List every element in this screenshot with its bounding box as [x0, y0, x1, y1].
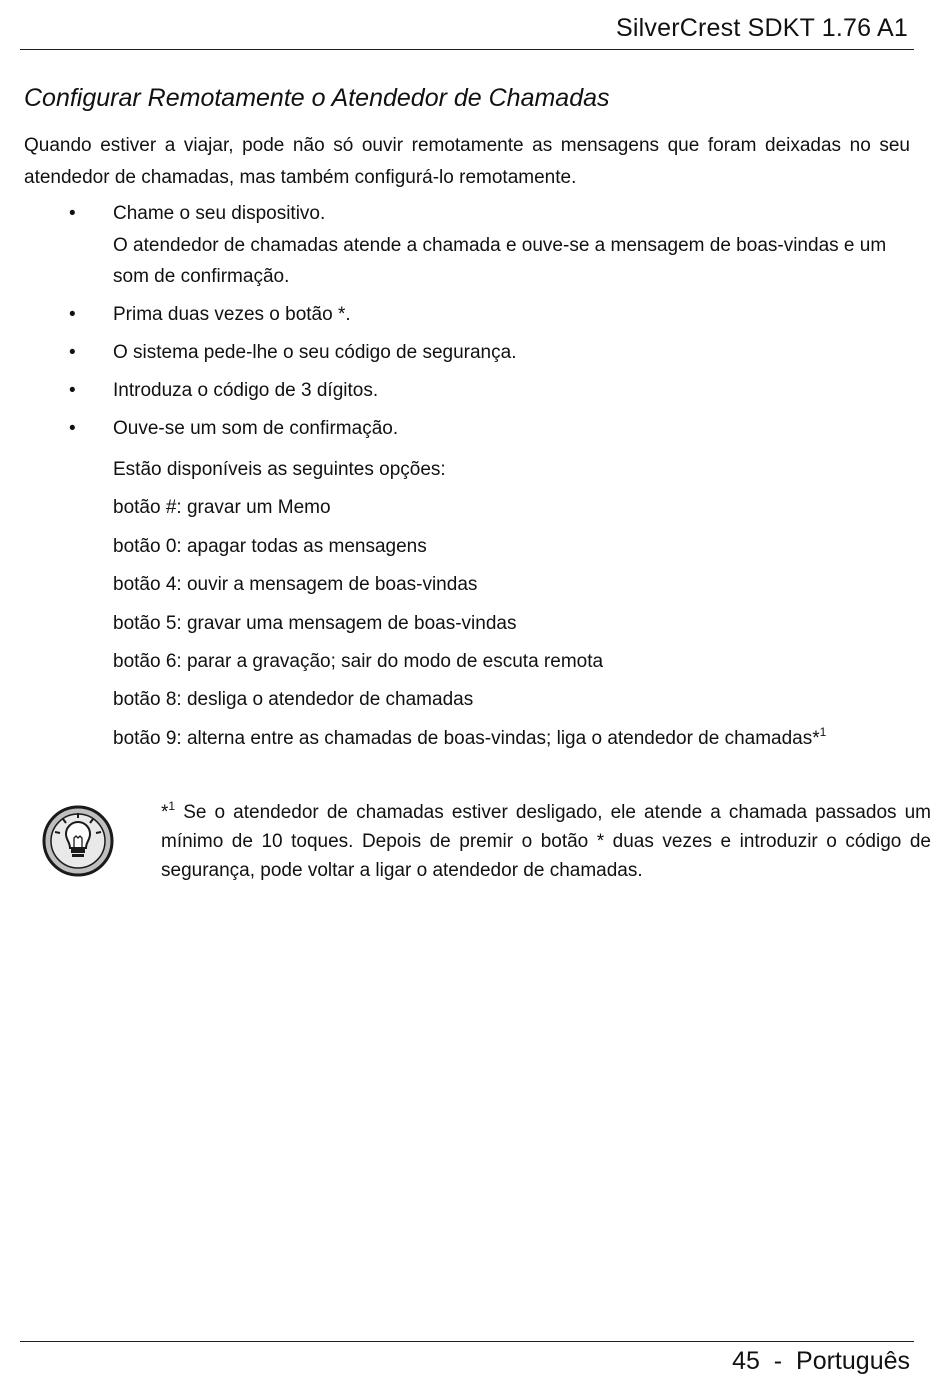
footnote-text: Se o atendedor de chamadas estiver desligado, ele atende a chamada passados um mínimo de 10 toques. Depois de premir o botão * duas vezes e introduzir o código de segurança, pode voltar a ligar o atendedor de chamadas.	[161, 802, 931, 881]
section-title: Configurar Remotamente o Atendedor de Chamadas	[24, 84, 610, 112]
options-list	[113, 451, 826, 758]
bullet-icon: •	[69, 203, 76, 224]
options-intro: Estão disponíveis as seguintes opções:	[113, 459, 446, 480]
steps-list	[0, 198, 950, 451]
option-text: botão 9: alterna entre as chamadas de boas-vindas; liga o atendedor de chamadas*	[113, 727, 820, 749]
step-text: Chame o seu dispositivo.	[113, 203, 326, 224]
step-text: Ouve-se um som de confirmação.	[113, 418, 399, 439]
footnote	[161, 798, 931, 885]
footer-separator: -	[773, 1347, 783, 1375]
list-item	[0, 299, 913, 331]
bullet-icon: •	[69, 304, 76, 325]
footer-rule	[20, 1341, 914, 1342]
option-item: botão #: gravar um Memo	[113, 497, 331, 519]
bullet-icon: •	[69, 380, 76, 401]
footnote-marker-number: 1	[168, 799, 176, 813]
option-item	[113, 720, 826, 758]
step-text: O sistema pede-lhe o seu código de segurança.	[113, 342, 517, 363]
step-text: Prima duas vezes o botão *.	[113, 304, 351, 325]
footer-language: Português	[796, 1347, 910, 1375]
document-title: SilverCrest SDKT 1.76 A1	[616, 14, 908, 42]
option-item: botão 0: apagar todas as mensagens	[113, 535, 427, 557]
list-item	[0, 413, 913, 445]
intro-paragraph: Quando estiver a viajar, pode não só ouvir remotamente as mensagens que foram deixadas no seu atendedor de chamadas, mas também configurá-lo remotamente.	[24, 135, 910, 188]
bullet-icon: •	[69, 342, 76, 363]
step-detail: O atendedor de chamadas atende a chamada e ouve-se a mensagem de boas-vindas e um som de confirmação.	[113, 234, 887, 287]
page-footer	[732, 1347, 910, 1376]
step-text: Introduza o código de 3 dígitos.	[113, 380, 379, 401]
list-item	[0, 375, 913, 407]
list-item	[0, 198, 913, 293]
page-number: 45	[732, 1347, 760, 1375]
option-item: botão 4: ouvir a mensagem de boas-vindas	[113, 574, 478, 596]
option-item: botão 8: desliga o atendedor de chamadas	[113, 689, 474, 711]
lightbulb-icon	[41, 804, 115, 878]
bullet-icon: •	[69, 418, 76, 439]
option-item: botão 6: parar a gravação; sair do modo de escuta remota	[113, 651, 604, 673]
footnote-marker: *	[161, 802, 169, 823]
option-item: botão 5: gravar uma mensagem de boas-vindas	[113, 612, 517, 634]
header-rule	[20, 49, 914, 50]
list-item	[0, 337, 913, 369]
footnote-ref: 1	[819, 724, 827, 739]
